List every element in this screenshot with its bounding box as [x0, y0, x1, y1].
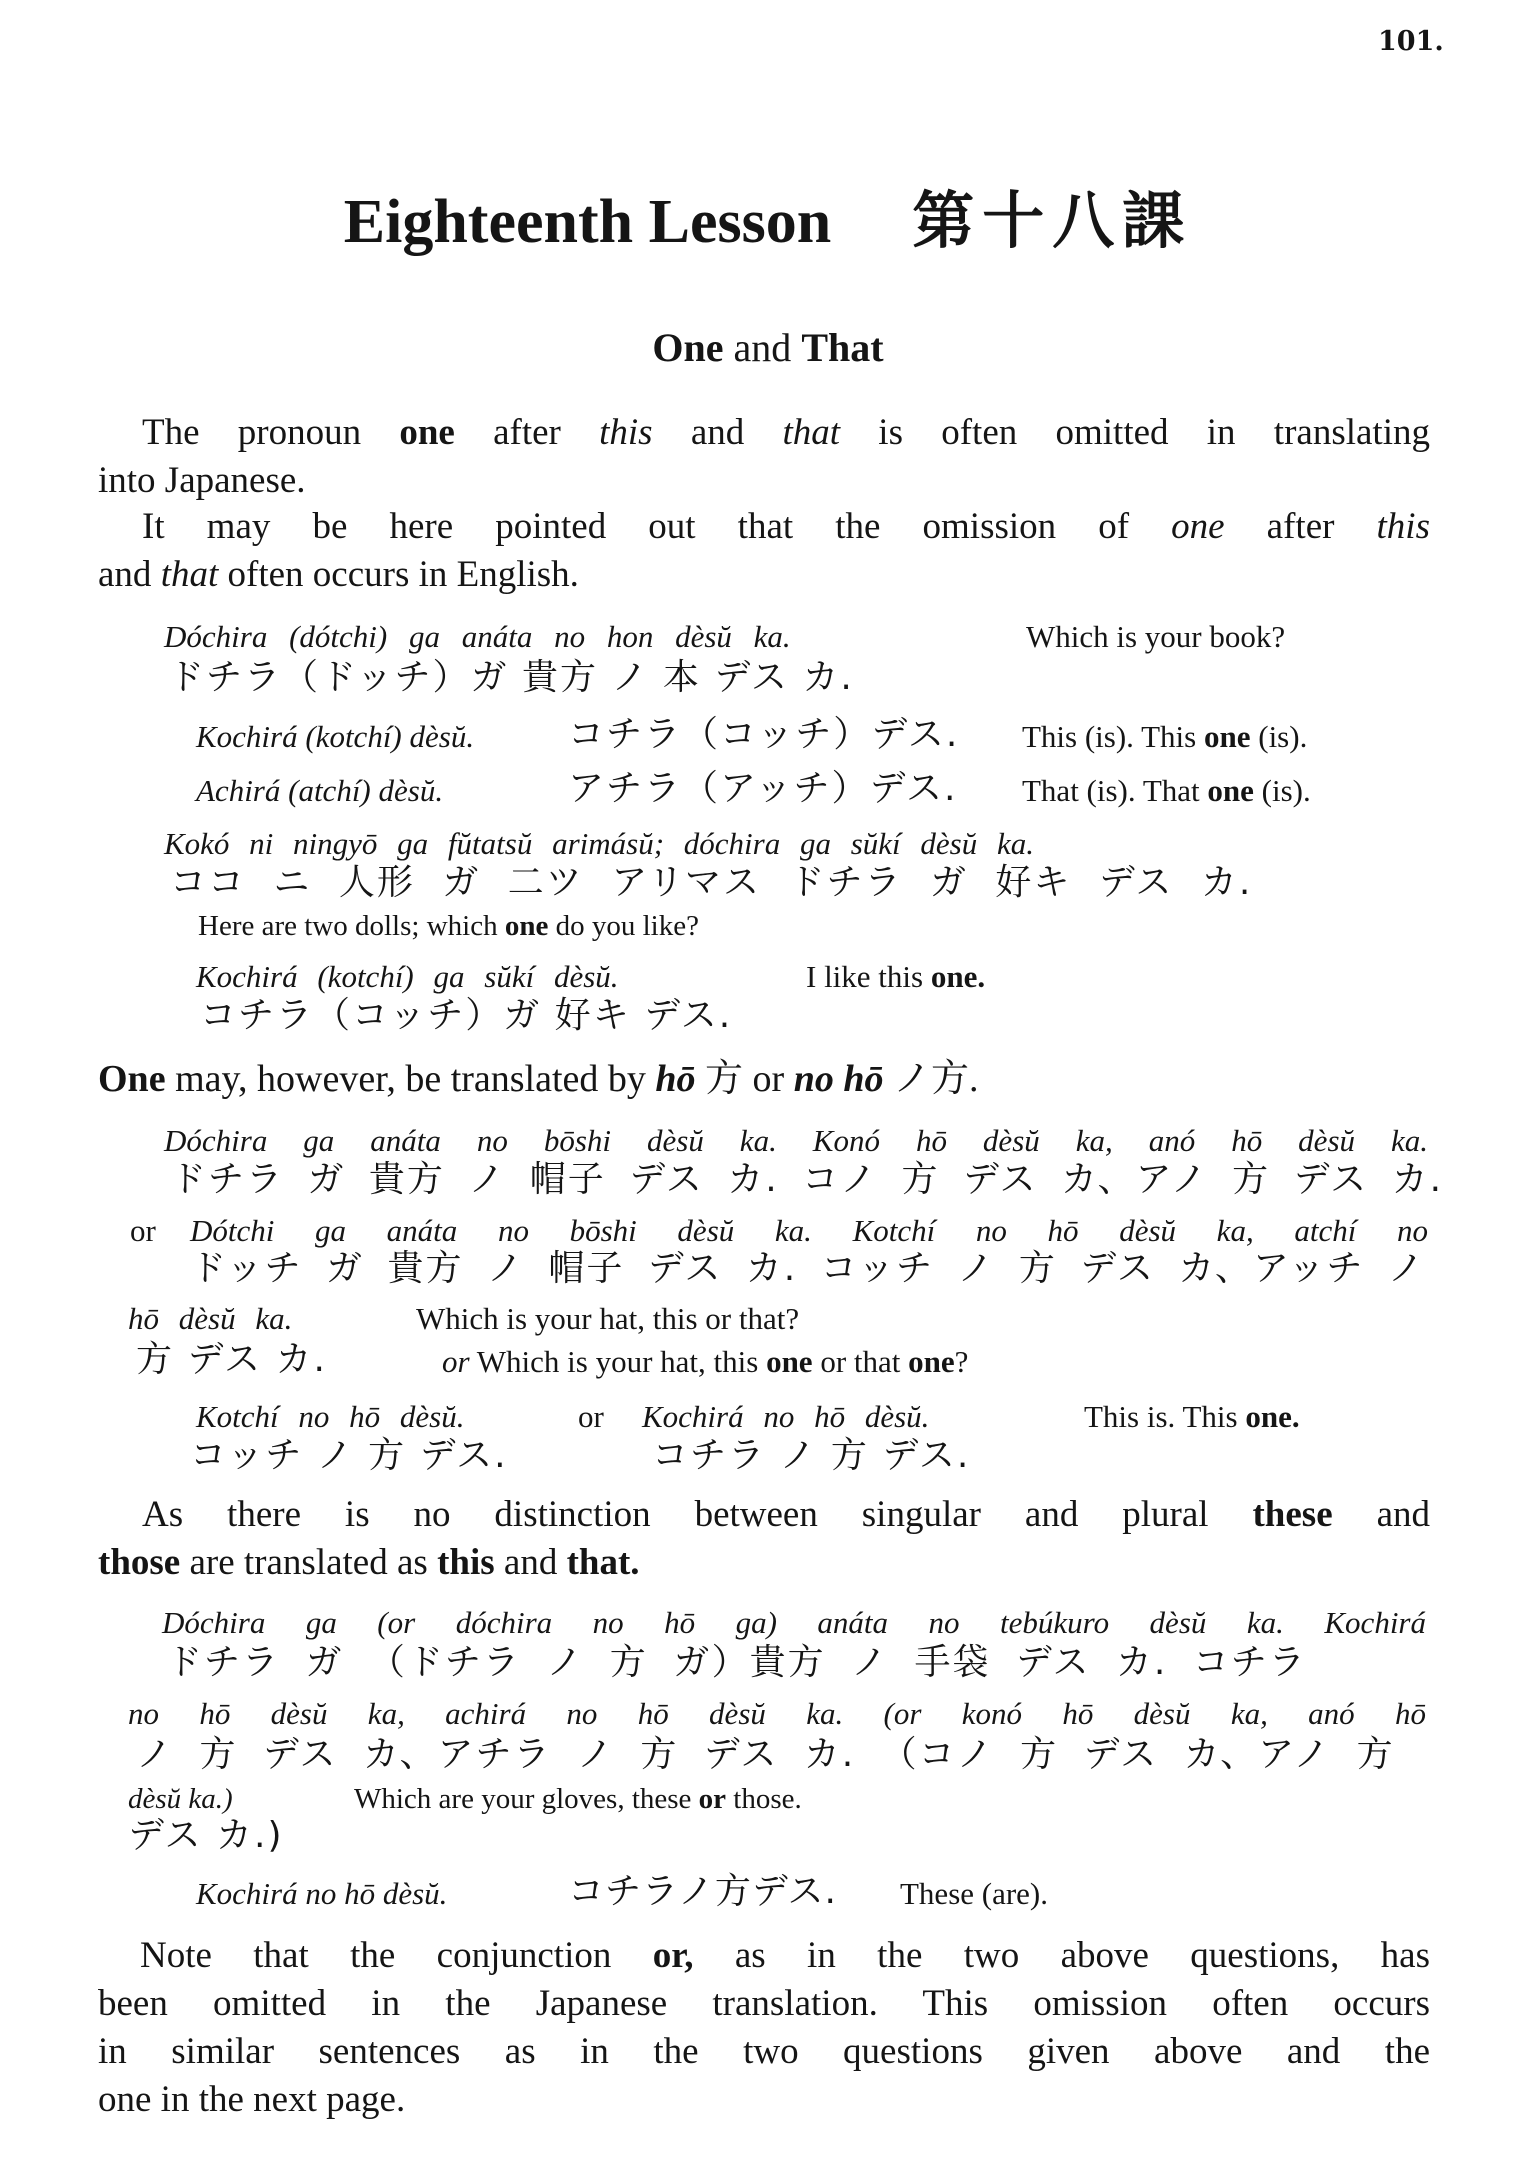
example-2-romaji: Kochirá (kotchí) dèsŭ.	[196, 719, 475, 754]
example-13-translation: These (are).	[900, 1876, 1049, 1911]
example-12-translation	[354, 1785, 802, 1814]
text: (is).	[1253, 773, 1311, 808]
paragraph-4-line-1	[142, 1496, 1430, 1533]
bold-word: this	[437, 1542, 495, 1583]
text: ノ方.	[883, 1058, 979, 1100]
example-7-romaji: Dótchi ga anáta no bōshi dèsŭ ka. Kotchí no hō dèsŭ ka, atchí no	[190, 1213, 1428, 1248]
page-number: 101.	[1378, 26, 1444, 57]
example-3-romaji: Achirá (atchí) dèsŭ.	[196, 773, 444, 808]
italic-word: that	[782, 412, 841, 453]
paragraph-2-line-2	[98, 556, 579, 593]
paragraph-4-line-2	[98, 1544, 640, 1581]
text: as in the two above questions, has	[693, 1935, 1430, 1976]
text: and	[652, 412, 783, 453]
heading-that: That	[801, 325, 884, 370]
example-1-translation: Which is your book?	[1026, 619, 1286, 654]
bold-word: those	[98, 1542, 181, 1583]
text: Which is your hat, this	[469, 1344, 767, 1379]
example-5-japanese: コチラ（コッチ）ガ 好キ デス.	[200, 995, 733, 1036]
text: after	[454, 412, 600, 453]
example-5-romaji: Kochirá (kotchí) ga sŭkí dèsŭ.	[196, 959, 619, 994]
bold-word: one	[1207, 773, 1254, 808]
text: Which are your gloves, these	[354, 1783, 699, 1815]
bold-word: that.	[566, 1542, 640, 1583]
text: are translated as	[180, 1542, 438, 1583]
example-4-japanese: ココ ニ 人形 ガ 二ツ アリマス ドチラ ガ 好キ デス カ.	[170, 862, 1253, 903]
text: That (is). That	[1022, 773, 1208, 808]
example-12-japanese: デス カ.)	[128, 1815, 284, 1856]
text: do you like?	[548, 910, 699, 942]
example-10-japanese: ドチラ ガ （ドチラ ノ 方 ガ）貴方 ノ 手袋 デス カ. コチラ	[166, 1642, 1307, 1683]
paragraph-1-line-2: into Japanese.	[98, 460, 306, 501]
example-9-romaji-1: Kotchí no hō dèsŭ.	[196, 1399, 465, 1434]
example-1-japanese: ドチラ（ドッチ）ガ 貴方 ノ 本 デス カ.	[168, 657, 854, 698]
italic-word: or	[442, 1344, 470, 1379]
bold-word: one.	[1245, 1399, 1300, 1434]
text: ?	[954, 1344, 969, 1379]
text: those.	[726, 1783, 802, 1815]
bold-word: one.	[930, 959, 986, 994]
heading-and: and	[733, 325, 792, 370]
bold-word: one	[399, 412, 455, 453]
text: Here are two dolls; which	[198, 910, 505, 942]
text: 方 or	[695, 1058, 794, 1100]
example-9-japanese-2: コチラ ノ 方 デス.	[652, 1435, 971, 1476]
text: may, however, be translated by	[165, 1058, 656, 1100]
bold-word: one	[908, 1344, 955, 1379]
example-7-japanese: ドッチ ガ 貴方 ノ 帽子 デス カ. コッチ ノ 方 デス カ、アッチ ノ	[190, 1248, 1426, 1289]
text: after	[1224, 506, 1377, 547]
heading-one: One	[652, 325, 724, 370]
example-8-translation-alt	[442, 1346, 968, 1377]
example-10-romaji: Dóchira ga (or dóchira no hō ga) anáta no tebúkuro dèsŭ ka. Kochirá	[162, 1605, 1426, 1640]
text: and	[98, 554, 161, 595]
text: The pronoun	[142, 412, 400, 453]
paragraph-2-line-1	[142, 508, 1430, 545]
example-11-japanese: ノ 方 デス カ、アチラ ノ 方 デス カ. （コノ 方 デス カ、アノ 方	[136, 1734, 1395, 1775]
text: often occurs in English.	[218, 554, 579, 595]
example-8-romaji: hō dèsŭ ka.	[128, 1301, 293, 1336]
paragraph-5-line-2: been omitted in the Japanese translation. This omission often occurs	[98, 1983, 1430, 2024]
example-2-translation	[1022, 721, 1307, 752]
italic-word: this	[1376, 506, 1430, 547]
bold-italic-word: hō	[655, 1058, 696, 1100]
text: and	[1332, 1494, 1430, 1535]
example-13-japanese: コチラノ方デス.	[568, 1871, 837, 1912]
bold-word: or	[698, 1783, 727, 1815]
example-2-japanese: コチラ（コッチ）デス.	[568, 714, 960, 755]
italic-word: this	[599, 412, 653, 453]
example-1-romaji: Dóchira (dótchi) ga anáta no hon dèsŭ ka.	[164, 619, 791, 654]
italic-word: that	[160, 554, 219, 595]
example-13-romaji: Kochirá no hō dèsŭ.	[196, 1876, 448, 1911]
paragraph-5-line-1	[140, 1937, 1430, 1974]
example-4-translation	[198, 912, 699, 941]
lesson-title	[0, 184, 1536, 257]
italic-word: one	[1171, 506, 1225, 547]
text: This is. This	[1084, 1399, 1246, 1434]
bold-word: or,	[652, 1935, 694, 1976]
text: It may be here pointed out that the omission of	[142, 506, 1172, 547]
paragraph-3	[98, 1060, 979, 1098]
bold-word: one	[504, 910, 549, 942]
paragraph-1-line-1	[142, 414, 1430, 451]
example-5-translation	[806, 961, 985, 992]
example-9-translation	[1084, 1401, 1300, 1432]
example-12-romaji: dèsŭ ka.)	[128, 1783, 233, 1815]
lesson-title-en: Eighteenth Lesson	[343, 188, 832, 256]
example-11-romaji: no hō dèsŭ ka, achirá no hō dèsŭ ka. (or konó hō dèsŭ ka, anó hō	[128, 1696, 1426, 1731]
text: and	[494, 1542, 567, 1583]
text: (is).	[1250, 719, 1308, 754]
text: As there is no distinction between singular and plural	[142, 1494, 1253, 1535]
example-6-romaji: Dóchira ga anáta no bōshi dèsŭ ka. Konó hō dèsŭ ka, anó hō dèsŭ ka.	[164, 1123, 1428, 1158]
example-9-romaji-2: Kochirá no hō dèsŭ.	[642, 1399, 930, 1434]
bold-word: One	[98, 1058, 166, 1100]
example-3-translation	[1022, 775, 1311, 806]
bold-word: one	[766, 1344, 813, 1379]
text: This (is). This	[1022, 719, 1204, 754]
bold-italic-word: no hō	[793, 1058, 884, 1100]
text: or that	[812, 1344, 909, 1379]
paragraph-5-line-3: in similar sentences as in the two questions given above and the	[98, 2031, 1430, 2072]
example-8-translation: Which is your hat, this or that?	[416, 1301, 800, 1336]
example-3-japanese: アチラ（アッチ）デス.	[568, 768, 958, 809]
text: I like this	[806, 959, 931, 994]
text: is often omitted in translating	[840, 412, 1430, 453]
bold-word: one	[1204, 719, 1251, 754]
section-heading	[0, 325, 1536, 370]
lesson-title-jp: 第十八課	[912, 184, 1193, 257]
example-7-or: or	[130, 1213, 156, 1248]
bold-word: these	[1252, 1494, 1333, 1535]
paragraph-5-line-4: one in the next page.	[98, 2079, 406, 2120]
example-9-japanese-1: コッチ ノ 方 デス.	[190, 1435, 508, 1476]
example-6-japanese: ドチラ ガ 貴方 ノ 帽子 デス カ. コノ 方 デス カ、アノ 方 デス カ.	[170, 1159, 1444, 1200]
example-4-romaji: Kokó ni ningyō ga fŭtatsŭ arimásŭ; dóchira ga sŭkí dèsŭ ka.	[164, 826, 1034, 861]
example-8-japanese: 方 デス カ.	[136, 1339, 327, 1380]
example-9-or: or	[578, 1399, 604, 1434]
text: Note that the conjunction	[140, 1935, 653, 1976]
